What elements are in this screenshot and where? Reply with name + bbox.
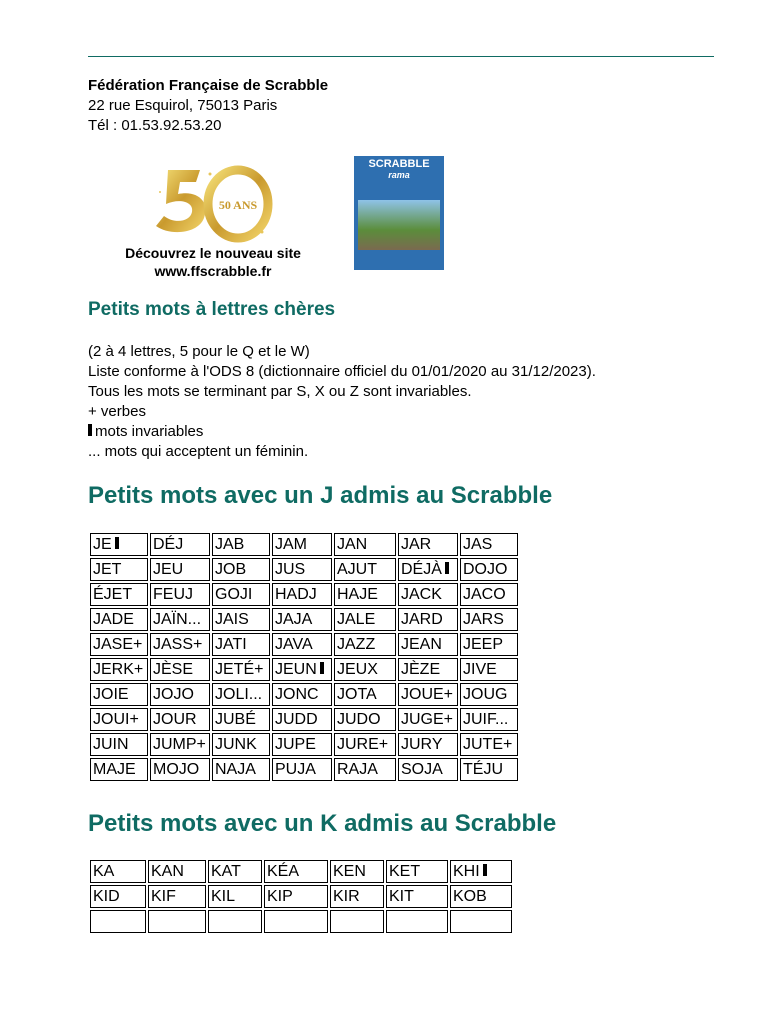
word-cell (212, 608, 270, 631)
table-row (90, 533, 518, 556)
word-cell (150, 758, 210, 781)
word-cell (272, 683, 332, 706)
word-cell (460, 708, 518, 731)
word-text: JÈSE (153, 661, 194, 678)
section-title-k: Petits mots avec un K admis au Scrabble (88, 810, 557, 837)
word-cell (272, 758, 332, 781)
word-text: TÉJU (463, 761, 503, 778)
word-cell (150, 583, 210, 606)
word-cell (398, 558, 458, 581)
word-text: JURY (401, 736, 443, 753)
word-text: KEN (333, 863, 366, 880)
info-line: ... mots qui acceptent un féminin. (88, 443, 309, 460)
word-cell (450, 860, 512, 883)
word-cell (150, 733, 210, 756)
table-row (90, 910, 512, 933)
invariable-marker-icon (445, 562, 449, 574)
magazine-subtitle: rama (388, 170, 410, 180)
word-cell (330, 885, 384, 908)
word-cell (264, 860, 328, 883)
word-text: JEU (153, 561, 184, 578)
word-text: JÈZE (401, 661, 441, 678)
word-cell (90, 658, 148, 681)
word-text: NAJA (215, 761, 256, 778)
word-text: JUBÉ (215, 711, 256, 728)
word-text: KAT (211, 863, 241, 880)
table-row (90, 658, 518, 681)
word-cell (150, 533, 210, 556)
word-text: KOB (453, 888, 487, 905)
word-text: KAN (151, 863, 184, 880)
word-text: JUIN (93, 736, 129, 753)
word-cell (272, 558, 332, 581)
word-cell (460, 533, 518, 556)
word-cell (150, 633, 210, 656)
word-text: JASE+ (93, 636, 143, 653)
word-text: JOLI... (215, 686, 263, 703)
word-cell (460, 658, 518, 681)
table-row (90, 608, 518, 631)
word-text: JUNK (215, 736, 257, 753)
word-cell (450, 885, 512, 908)
word-text: JAM (275, 536, 307, 553)
word-cell (272, 708, 332, 731)
word-text: MAJE (93, 761, 136, 778)
word-text: JAVA (275, 636, 313, 653)
word-cell (212, 758, 270, 781)
word-cell (148, 910, 206, 933)
word-text: JEUN (275, 661, 317, 678)
word-cell (334, 533, 396, 556)
word-cell (460, 758, 518, 781)
word-text: JACO (463, 586, 506, 603)
magazine-photo (358, 200, 440, 250)
word-text: KID (93, 888, 120, 905)
word-text: JERK+ (93, 661, 144, 678)
word-text: JOUE+ (401, 686, 454, 703)
word-cell (398, 633, 458, 656)
word-cell (460, 583, 518, 606)
word-text: JETÉ+ (215, 661, 264, 678)
word-cell (460, 633, 518, 656)
scrabblerama-magazine-cover[interactable] (354, 156, 444, 270)
word-text: JUPE (275, 736, 316, 753)
word-cell (148, 860, 206, 883)
word-cell (212, 533, 270, 556)
word-text: HAJE (337, 586, 378, 603)
table-row (90, 583, 518, 606)
word-text: JONC (275, 686, 319, 703)
word-cell (272, 583, 332, 606)
word-cell (334, 683, 396, 706)
word-cell (334, 758, 396, 781)
word-text: JAIS (215, 611, 249, 628)
word-cell (208, 910, 262, 933)
word-cell (330, 860, 384, 883)
word-text: JARS (463, 611, 504, 628)
info-block (88, 342, 596, 462)
word-cell (272, 608, 332, 631)
word-text: JAN (337, 536, 368, 553)
word-cell (386, 860, 448, 883)
word-text: JAJA (275, 611, 313, 628)
word-cell (264, 910, 328, 933)
word-cell (398, 533, 458, 556)
word-cell (272, 633, 332, 656)
word-text: JACK (401, 586, 442, 603)
word-text: JUMP+ (153, 736, 206, 753)
word-text: JOUG (463, 686, 508, 703)
word-text: RAJA (337, 761, 378, 778)
org-phone: Tél : 01.53.92.53.20 (88, 117, 222, 134)
word-cell (150, 708, 210, 731)
word-cell (460, 733, 518, 756)
word-text: JATI (215, 636, 247, 653)
word-text: JUS (275, 561, 306, 578)
word-text: KIL (211, 888, 236, 905)
word-cell (212, 708, 270, 731)
word-cell (90, 910, 146, 933)
org-name: Fédération Française de Scrabble (88, 77, 329, 94)
word-text: JEEP (463, 636, 504, 653)
word-cell (212, 733, 270, 756)
table-row (90, 885, 512, 908)
word-text: AJUT (337, 561, 377, 578)
word-text: DÉJÀ (401, 561, 442, 578)
word-text: JEUX (337, 661, 378, 678)
word-cell (90, 860, 146, 883)
word-cell (272, 658, 332, 681)
word-cell (460, 683, 518, 706)
word-cell (398, 583, 458, 606)
word-cell (398, 758, 458, 781)
anniversary-logo[interactable] (104, 158, 322, 280)
word-cell (90, 533, 148, 556)
word-text: JOIE (93, 686, 129, 703)
word-text: KET (389, 863, 421, 880)
word-cell (398, 683, 458, 706)
word-cell (90, 708, 148, 731)
word-cell (398, 733, 458, 756)
table-row (90, 708, 518, 731)
word-cell (90, 608, 148, 631)
word-text: JE (93, 536, 112, 553)
word-cell (90, 733, 148, 756)
word-cell (90, 885, 146, 908)
word-text: JAS (463, 536, 493, 553)
word-cell (330, 910, 384, 933)
word-table-j (88, 531, 520, 783)
word-table-k (88, 858, 514, 935)
word-cell (150, 683, 210, 706)
word-text: JADE (93, 611, 134, 628)
info-line: + verbes (88, 403, 146, 420)
word-text: JAR (401, 536, 432, 553)
word-text: DOJO (463, 561, 508, 578)
invariable-marker-icon (320, 662, 324, 674)
word-text: JAZZ (337, 636, 376, 653)
table-row (90, 683, 518, 706)
word-cell (272, 733, 332, 756)
word-text: ÉJET (93, 586, 133, 603)
word-text: PUJA (275, 761, 316, 778)
info-line: (2 à 4 lettres, 5 pour le Q et le W) (88, 343, 310, 360)
word-cell (386, 910, 448, 933)
word-text: KÉA (267, 863, 300, 880)
word-cell (334, 583, 396, 606)
info-line-text: mots invariables (95, 423, 204, 440)
word-cell (150, 608, 210, 631)
word-text: KIT (389, 888, 414, 905)
word-text: JUIF... (463, 711, 509, 728)
logo-caption-url: www.ffscrabble.fr (154, 263, 272, 279)
info-line-invariable (88, 422, 596, 442)
word-text: JURE+ (337, 736, 389, 753)
word-text: JEAN (401, 636, 442, 653)
word-cell (212, 683, 270, 706)
address-block (88, 76, 328, 136)
word-cell (334, 558, 396, 581)
word-text: JIVE (463, 661, 497, 678)
word-text: JARD (401, 611, 443, 628)
word-cell (272, 533, 332, 556)
word-cell (212, 658, 270, 681)
word-cell (212, 558, 270, 581)
org-address: 22 rue Esquirol, 75013 Paris (88, 97, 278, 114)
word-cell (398, 708, 458, 731)
word-text: KHI (453, 863, 480, 880)
word-cell (90, 558, 148, 581)
word-text: JUTE+ (463, 736, 513, 753)
word-cell (334, 658, 396, 681)
word-cell (460, 608, 518, 631)
word-text: JOB (215, 561, 247, 578)
word-text: JET (93, 561, 122, 578)
table-row (90, 758, 518, 781)
word-cell (150, 658, 210, 681)
word-cell (334, 733, 396, 756)
word-cell (90, 683, 148, 706)
word-text: JOJO (153, 686, 194, 703)
word-cell (212, 583, 270, 606)
word-cell (398, 658, 458, 681)
word-cell (334, 608, 396, 631)
word-cell (386, 885, 448, 908)
table-row (90, 860, 512, 883)
top-divider (88, 56, 714, 57)
word-cell (90, 758, 148, 781)
word-cell (334, 708, 396, 731)
word-text: JOUR (153, 711, 197, 728)
table-row (90, 633, 518, 656)
word-cell (212, 633, 270, 656)
info-line: Liste conforme à l'ODS 8 (dictionnaire officiel du 01/01/2020 au 31/12/2023). (88, 363, 596, 380)
invariable-marker-icon (483, 864, 487, 876)
word-cell (90, 583, 148, 606)
word-text: KIF (151, 888, 176, 905)
page-subtitle: Petits mots à lettres chères (88, 299, 336, 320)
word-cell (90, 633, 148, 656)
word-text: JAÏN... (153, 611, 202, 628)
magazine-title: SCRABBLE (368, 158, 430, 170)
word-text: GOJI (215, 586, 253, 603)
word-cell (208, 860, 262, 883)
word-text: JUDD (275, 711, 318, 728)
word-text: HADJ (275, 586, 317, 603)
word-cell (398, 608, 458, 631)
table-row (90, 733, 518, 756)
word-text: JUGE+ (401, 711, 454, 728)
section-title-j: Petits mots avec un J admis au Scrabble (88, 482, 553, 509)
invariable-marker-icon (115, 537, 119, 549)
word-text: KA (93, 863, 115, 880)
logo-caption-line1: Découvrez le nouveau site (125, 245, 301, 261)
word-cell (460, 558, 518, 581)
logo-caption (104, 244, 322, 280)
word-text: JAB (215, 536, 245, 553)
word-text: KIR (333, 888, 360, 905)
invariable-marker-icon (88, 424, 92, 436)
word-text: MOJO (153, 761, 200, 778)
word-text: JUDO (337, 711, 381, 728)
word-text: JALE (337, 611, 376, 628)
word-cell (334, 633, 396, 656)
fifty-years-text: 50 ANS (218, 198, 258, 212)
word-text: DÉJ (153, 536, 184, 553)
word-text: SOJA (401, 761, 443, 778)
table-row (90, 558, 518, 581)
info-line: Tous les mots se terminant par S, X ou Z sont invariables. (88, 383, 472, 400)
word-text: JOUI+ (93, 711, 139, 728)
fifty-years-emblem-icon (150, 162, 276, 244)
word-cell (208, 885, 262, 908)
word-cell (148, 885, 206, 908)
word-text: JASS+ (153, 636, 203, 653)
word-text: JOTA (337, 686, 377, 703)
word-text: FEUJ (153, 586, 193, 603)
word-cell (150, 558, 210, 581)
word-cell (264, 885, 328, 908)
word-text: KIP (267, 888, 293, 905)
word-cell (450, 910, 512, 933)
